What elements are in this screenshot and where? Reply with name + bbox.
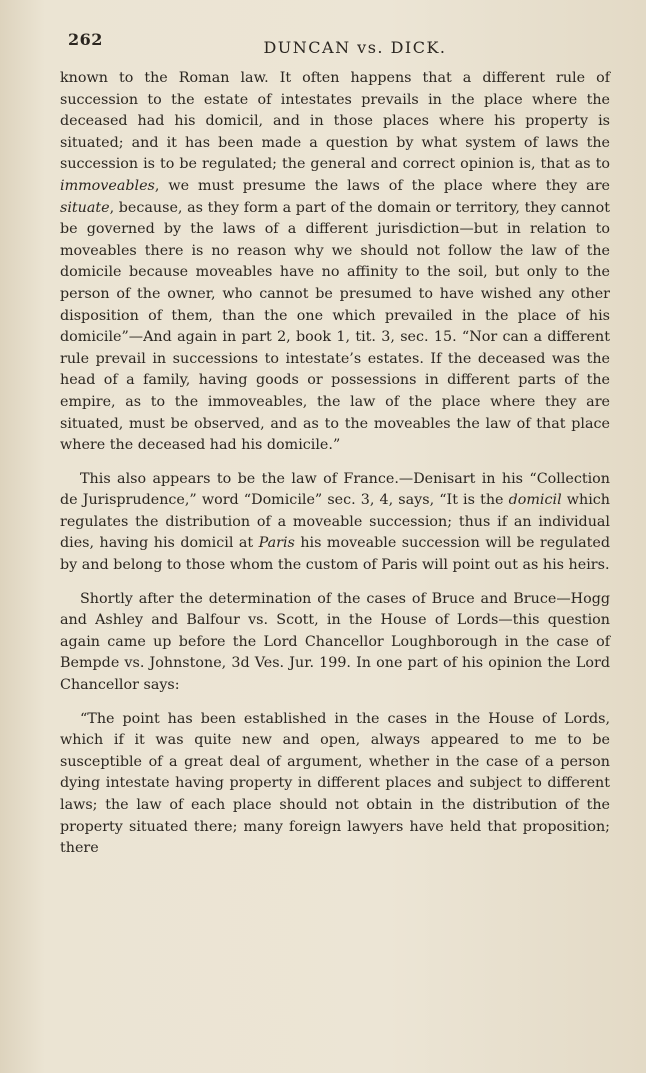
paragraph	[60, 709, 610, 860]
text-run: This also appears to be the law of France.—Denisart in his “Collection de Jurisprudence,” word “Domicile” sec. 3, 4, says, “It is the	[60, 470, 610, 509]
page-number: 262	[68, 30, 103, 49]
paragraph	[60, 469, 610, 577]
text-run: which regulates the distribution of a moveable succession; thus if an individual dies, having his domicil at	[60, 492, 611, 552]
running-head	[60, 28, 610, 62]
body-text	[60, 68, 610, 860]
italic-text-run: immoveables	[60, 177, 155, 194]
text-run: “The point has been established in the cases in the House of Lords, which if it was quite new and open, always appeared to me to be susceptible of a great deal of argument, whether in the case of a person dying intestate having property in different places and subject to different laws; the law of each place should not obtain in the distribution of the property situated there; many foreign lawyers have held that proposition; there	[60, 710, 610, 857]
text-run: Shortly after the determination of the cases of Bruce and Bruce—Hogg and Ashley and Balfour vs. Scott, in the House of Lords—this question again came up before the Lord Chancellor Loughborough in the case of Bempde vs. Johnstone, 3d Ves. Jur. 199. In one part of his opinion the Lord Chancellor says:	[60, 590, 610, 694]
italic-text-run: domicil	[508, 492, 562, 509]
paragraph	[60, 589, 610, 697]
text-run: known to the Roman law. It often happens that a different rule of succession to the estate of intestates prevails in the place where the deceased had his domicil, and in those places where his property is situated; and it has been made a question by what system of laws the succession is to be regulated; the general and correct opinion is, that as to	[60, 70, 610, 173]
italic-text-run: situate	[60, 199, 110, 216]
text-run: , we must presume the laws of the place where they are	[154, 177, 610, 194]
text-run: his moveable succession will be regulated by and belong to those whom the custom of Paris will point out as his heirs.	[60, 535, 610, 574]
text-run: , because, as they form a part of the domain or territory, they cannot be governed by the laws of a different jurisdiction—but in relation to moveables there is no reason why we should not follow the law of the domicile because moveables have no affinity to the soil, but only to the person of the owner, who cannot be presumed to have wished any other disposition of them, than the one which prevailed in the place of his domicile”—And again in part 2, book 1, tit. 3, sec. 15. “Nor can a different rule prevail in successions to intestate’s estates. If the deceased was the head of a family, having goods or possessions in different parts of the empire, as to the immoveables, the law of the place where they are situated, must be observed, and as to the moveables the law of that place where the deceased had his domicile.”	[60, 199, 610, 454]
italic-text-run: Paris	[258, 535, 295, 552]
paragraph	[60, 68, 610, 457]
running-title: DUNCAN vs. DICK.	[263, 38, 447, 57]
